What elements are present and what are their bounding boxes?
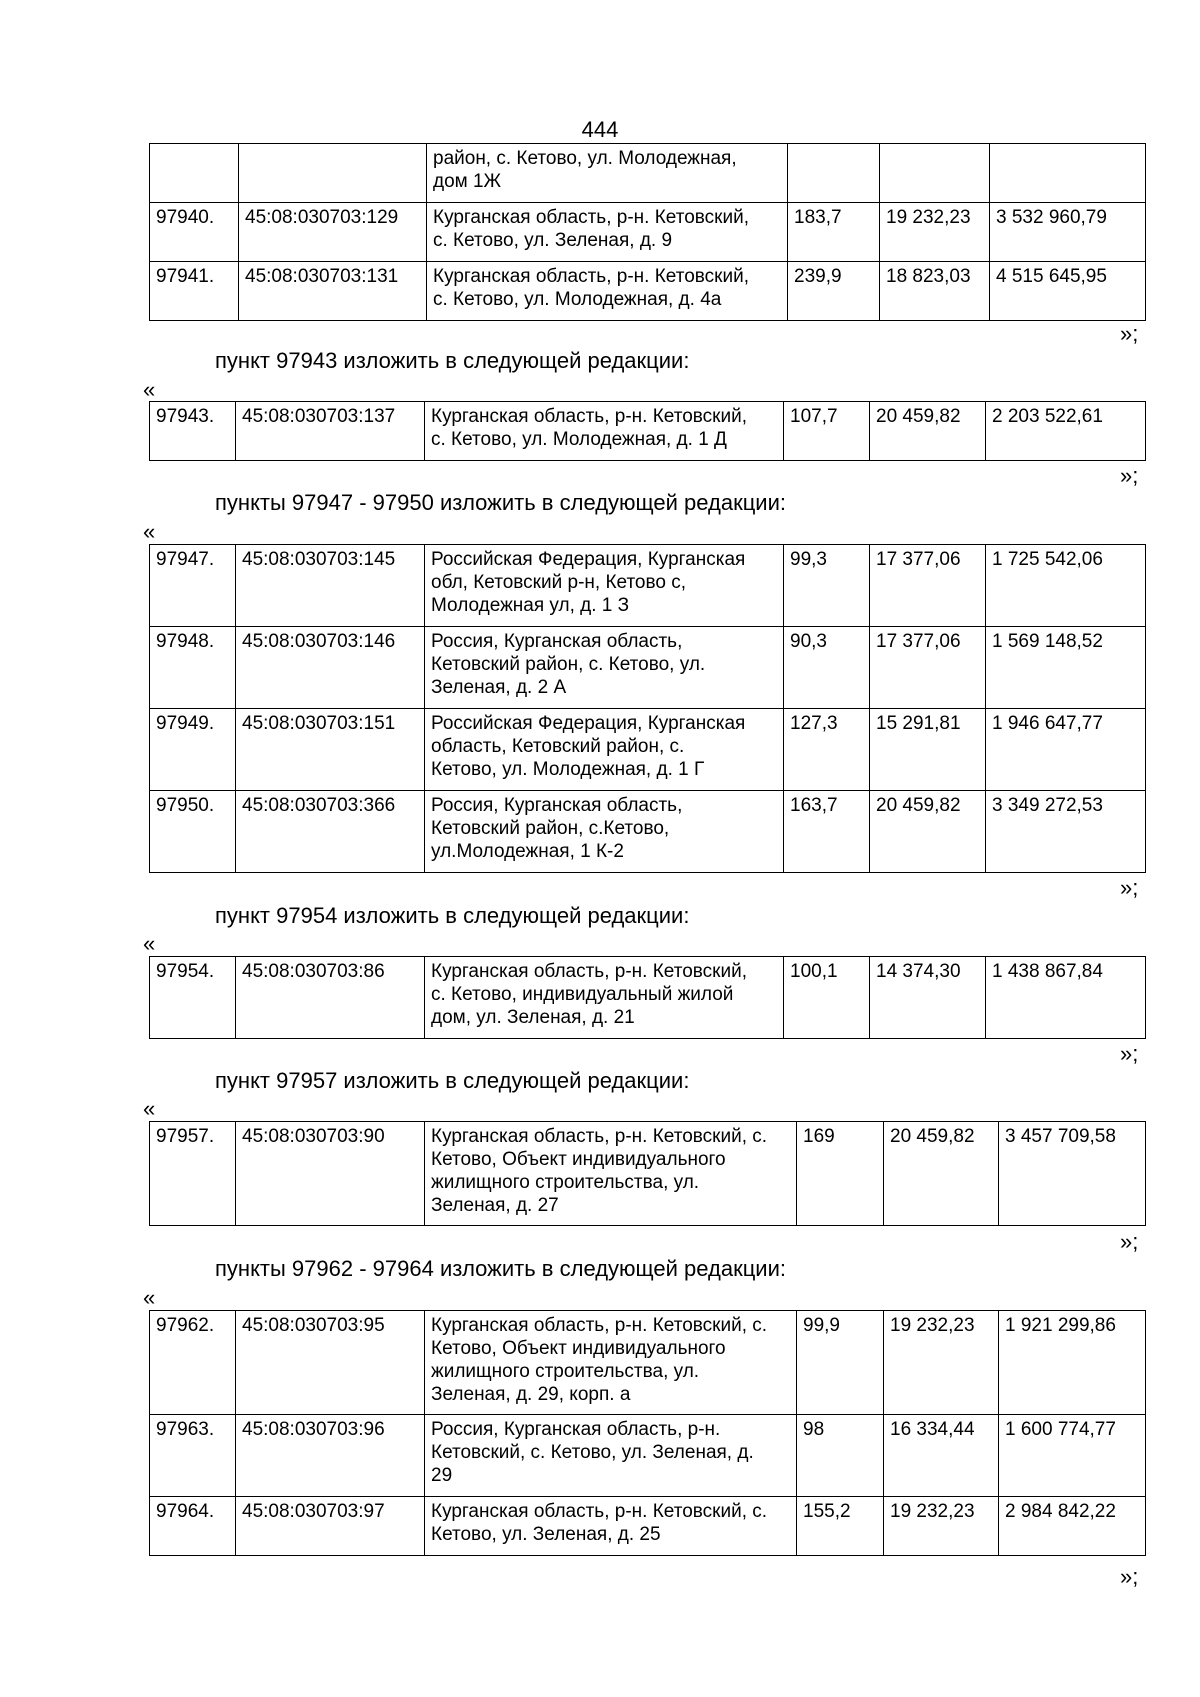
cell-cadastral: 45:08:030703:137 — [236, 402, 425, 461]
table-row — [150, 203, 1146, 262]
cell-value: 4 515 645,95 — [990, 262, 1146, 321]
table-row — [150, 144, 1146, 203]
section-heading: пункт 97943 изложить в следующей редакции: — [215, 348, 690, 373]
cell-num: 97948. — [150, 627, 236, 709]
cell-price: 16 334,44 — [884, 1415, 999, 1497]
section-heading: пункты 97947 - 97950 изложить в следующей редакции: — [215, 490, 787, 515]
page-number: 444 — [581, 117, 619, 142]
cell-area: 98 — [797, 1415, 884, 1497]
cell-cadastral: 45:08:030703:151 — [236, 709, 425, 791]
cell-area: 127,3 — [784, 709, 870, 791]
cell-price: 19 232,23 — [884, 1497, 999, 1556]
closing-quote: »; — [1120, 1229, 1139, 1254]
table-97954 — [149, 956, 1146, 1039]
section-heading: пункты 97962 - 97964 изложить в следующей редакции: — [215, 1256, 787, 1281]
table-row — [150, 1497, 1146, 1556]
cell-cadastral: 45:08:030703:96 — [236, 1415, 425, 1497]
cell-area: 239,9 — [788, 262, 880, 321]
cell-address: Россия, Курганская область, Кетовский район, с. Кетово, ул. Зеленая, д. 2 А — [425, 627, 784, 709]
cell-address: Курганская область, р-н. Кетовский, с. Кетово, Объект индивидуального жилищного строительства, ул. Зеленая, д. 27 — [425, 1122, 797, 1226]
table-row — [150, 1311, 1146, 1415]
cell-cadastral: 45:08:030703:146 — [236, 627, 425, 709]
cell-price: 20 459,82 — [870, 791, 986, 873]
cell-price: 20 459,82 — [870, 402, 986, 461]
cell-num: 97964. — [150, 1497, 236, 1556]
table-97962-97964 — [149, 1310, 1146, 1556]
table-row — [150, 1415, 1146, 1497]
cell-num: 97949. — [150, 709, 236, 791]
cell-price: 17 377,06 — [870, 545, 986, 627]
cell-area: 90,3 — [784, 627, 870, 709]
cell-num: 97963. — [150, 1415, 236, 1497]
table-row — [150, 709, 1146, 791]
cell-value: 1 725 542,06 — [986, 545, 1146, 627]
cell-num: 97940. — [150, 203, 239, 262]
cell-value: 1 438 867,84 — [986, 957, 1146, 1039]
cell-area: 99,9 — [797, 1311, 884, 1415]
cell-cadastral: 45:08:030703:129 — [239, 203, 427, 262]
cell-num: 97957. — [150, 1122, 236, 1226]
cell-address: Россия, Курганская область, р-н. Кетовский, с. Кетово, ул. Зеленая, д. 29 — [425, 1415, 797, 1497]
table-row — [150, 402, 1146, 461]
cell-cadastral: 45:08:030703:95 — [236, 1311, 425, 1415]
cell-address: Российская Федерация, Курганская область, Кетовский район, с. Кетово, ул. Молодежная, д. 1 Г — [425, 709, 784, 791]
table-row — [150, 262, 1146, 321]
cell-cadastral: 45:08:030703:97 — [236, 1497, 425, 1556]
cell-address: Российская Федерация, Курганская обл, Кетовский р-н, Кетово с, Молодежная ул, д. 1 З — [425, 545, 784, 627]
cell-value: 1 946 647,77 — [986, 709, 1146, 791]
cell-price: 17 377,06 — [870, 627, 986, 709]
cell-value: 3 457 709,58 — [999, 1122, 1146, 1226]
table-row — [150, 545, 1146, 627]
cell-area: 155,2 — [797, 1497, 884, 1556]
cell-area: 169 — [797, 1122, 884, 1226]
cell-area — [788, 144, 880, 203]
table-continuation — [149, 143, 1146, 321]
cell-num: 97947. — [150, 545, 236, 627]
opening-quote: « — [143, 1096, 156, 1121]
cell-price: 19 232,23 — [884, 1311, 999, 1415]
section-heading: пункт 97957 изложить в следующей редакции: — [215, 1068, 690, 1093]
cell-price: 19 232,23 — [880, 203, 990, 262]
cell-address: Курганская область, р-н. Кетовский, с. Кетово, индивидуальный жилой дом, ул. Зеленая, д. 21 — [425, 957, 784, 1039]
cell-cadastral: 45:08:030703:366 — [236, 791, 425, 873]
closing-quote: »; — [1120, 463, 1139, 488]
opening-quote: « — [143, 931, 156, 956]
cell-cadastral: 45:08:030703:131 — [239, 262, 427, 321]
cell-area: 100,1 — [784, 957, 870, 1039]
table-97957 — [149, 1121, 1146, 1226]
cell-price: 15 291,81 — [870, 709, 986, 791]
cell-value: 1 921 299,86 — [999, 1311, 1146, 1415]
opening-quote: « — [143, 377, 156, 402]
cell-value: 2 984 842,22 — [999, 1497, 1146, 1556]
cell-value: 3 532 960,79 — [990, 203, 1146, 262]
cell-address: Курганская область, р-н. Кетовский, с. Кетово, ул. Молодежная, д. 1 Д — [425, 402, 784, 461]
cell-area: 163,7 — [784, 791, 870, 873]
cell-price: 14 374,30 — [870, 957, 986, 1039]
cell-value — [990, 144, 1146, 203]
cell-num: 97941. — [150, 262, 239, 321]
closing-quote: »; — [1120, 321, 1139, 346]
cell-num — [150, 144, 239, 203]
cell-address: Курганская область, р-н. Кетовский, с. Кетово, ул. Зеленая, д. 25 — [425, 1497, 797, 1556]
cell-num: 97954. — [150, 957, 236, 1039]
opening-quote: « — [143, 519, 156, 544]
table-97943 — [149, 401, 1146, 461]
cell-cadastral: 45:08:030703:90 — [236, 1122, 425, 1226]
cell-price: 20 459,82 — [884, 1122, 999, 1226]
table-row — [150, 791, 1146, 873]
cell-address: Россия, Курганская область, Кетовский район, с.Кетово, ул.Молодежная, 1 К-2 — [425, 791, 784, 873]
cell-address: Курганская область, р-н. Кетовский, с. Кетово, Объект индивидуального жилищного строительства, ул. Зеленая, д. 29, корп. а — [425, 1311, 797, 1415]
cell-address: район, с. Кетово, ул. Молодежная, дом 1Ж — [427, 144, 788, 203]
closing-quote: »; — [1120, 875, 1139, 900]
cell-area: 99,3 — [784, 545, 870, 627]
cell-area: 107,7 — [784, 402, 870, 461]
cell-area: 183,7 — [788, 203, 880, 262]
cell-cadastral: 45:08:030703:86 — [236, 957, 425, 1039]
cell-num: 97962. — [150, 1311, 236, 1415]
closing-quote: »; — [1120, 1041, 1139, 1066]
cell-address: Курганская область, р-н. Кетовский, с. Кетово, ул. Зеленая, д. 9 — [427, 203, 788, 262]
cell-address: Курганская область, р-н. Кетовский, с. Кетово, ул. Молодежная, д. 4а — [427, 262, 788, 321]
cell-value: 1 569 148,52 — [986, 627, 1146, 709]
table-row — [150, 1122, 1146, 1226]
table-row — [150, 957, 1146, 1039]
opening-quote: « — [143, 1285, 156, 1310]
cell-value: 2 203 522,61 — [986, 402, 1146, 461]
cell-price: 18 823,03 — [880, 262, 990, 321]
table-97947-97950 — [149, 544, 1146, 873]
closing-quote: »; — [1120, 1564, 1139, 1589]
cell-cadastral — [239, 144, 427, 203]
cell-value: 1 600 774,77 — [999, 1415, 1146, 1497]
cell-price — [880, 144, 990, 203]
cell-value: 3 349 272,53 — [986, 791, 1146, 873]
section-heading: пункт 97954 изложить в следующей редакции: — [215, 903, 690, 928]
table-row — [150, 627, 1146, 709]
cell-cadastral: 45:08:030703:145 — [236, 545, 425, 627]
cell-num: 97943. — [150, 402, 236, 461]
cell-num: 97950. — [150, 791, 236, 873]
